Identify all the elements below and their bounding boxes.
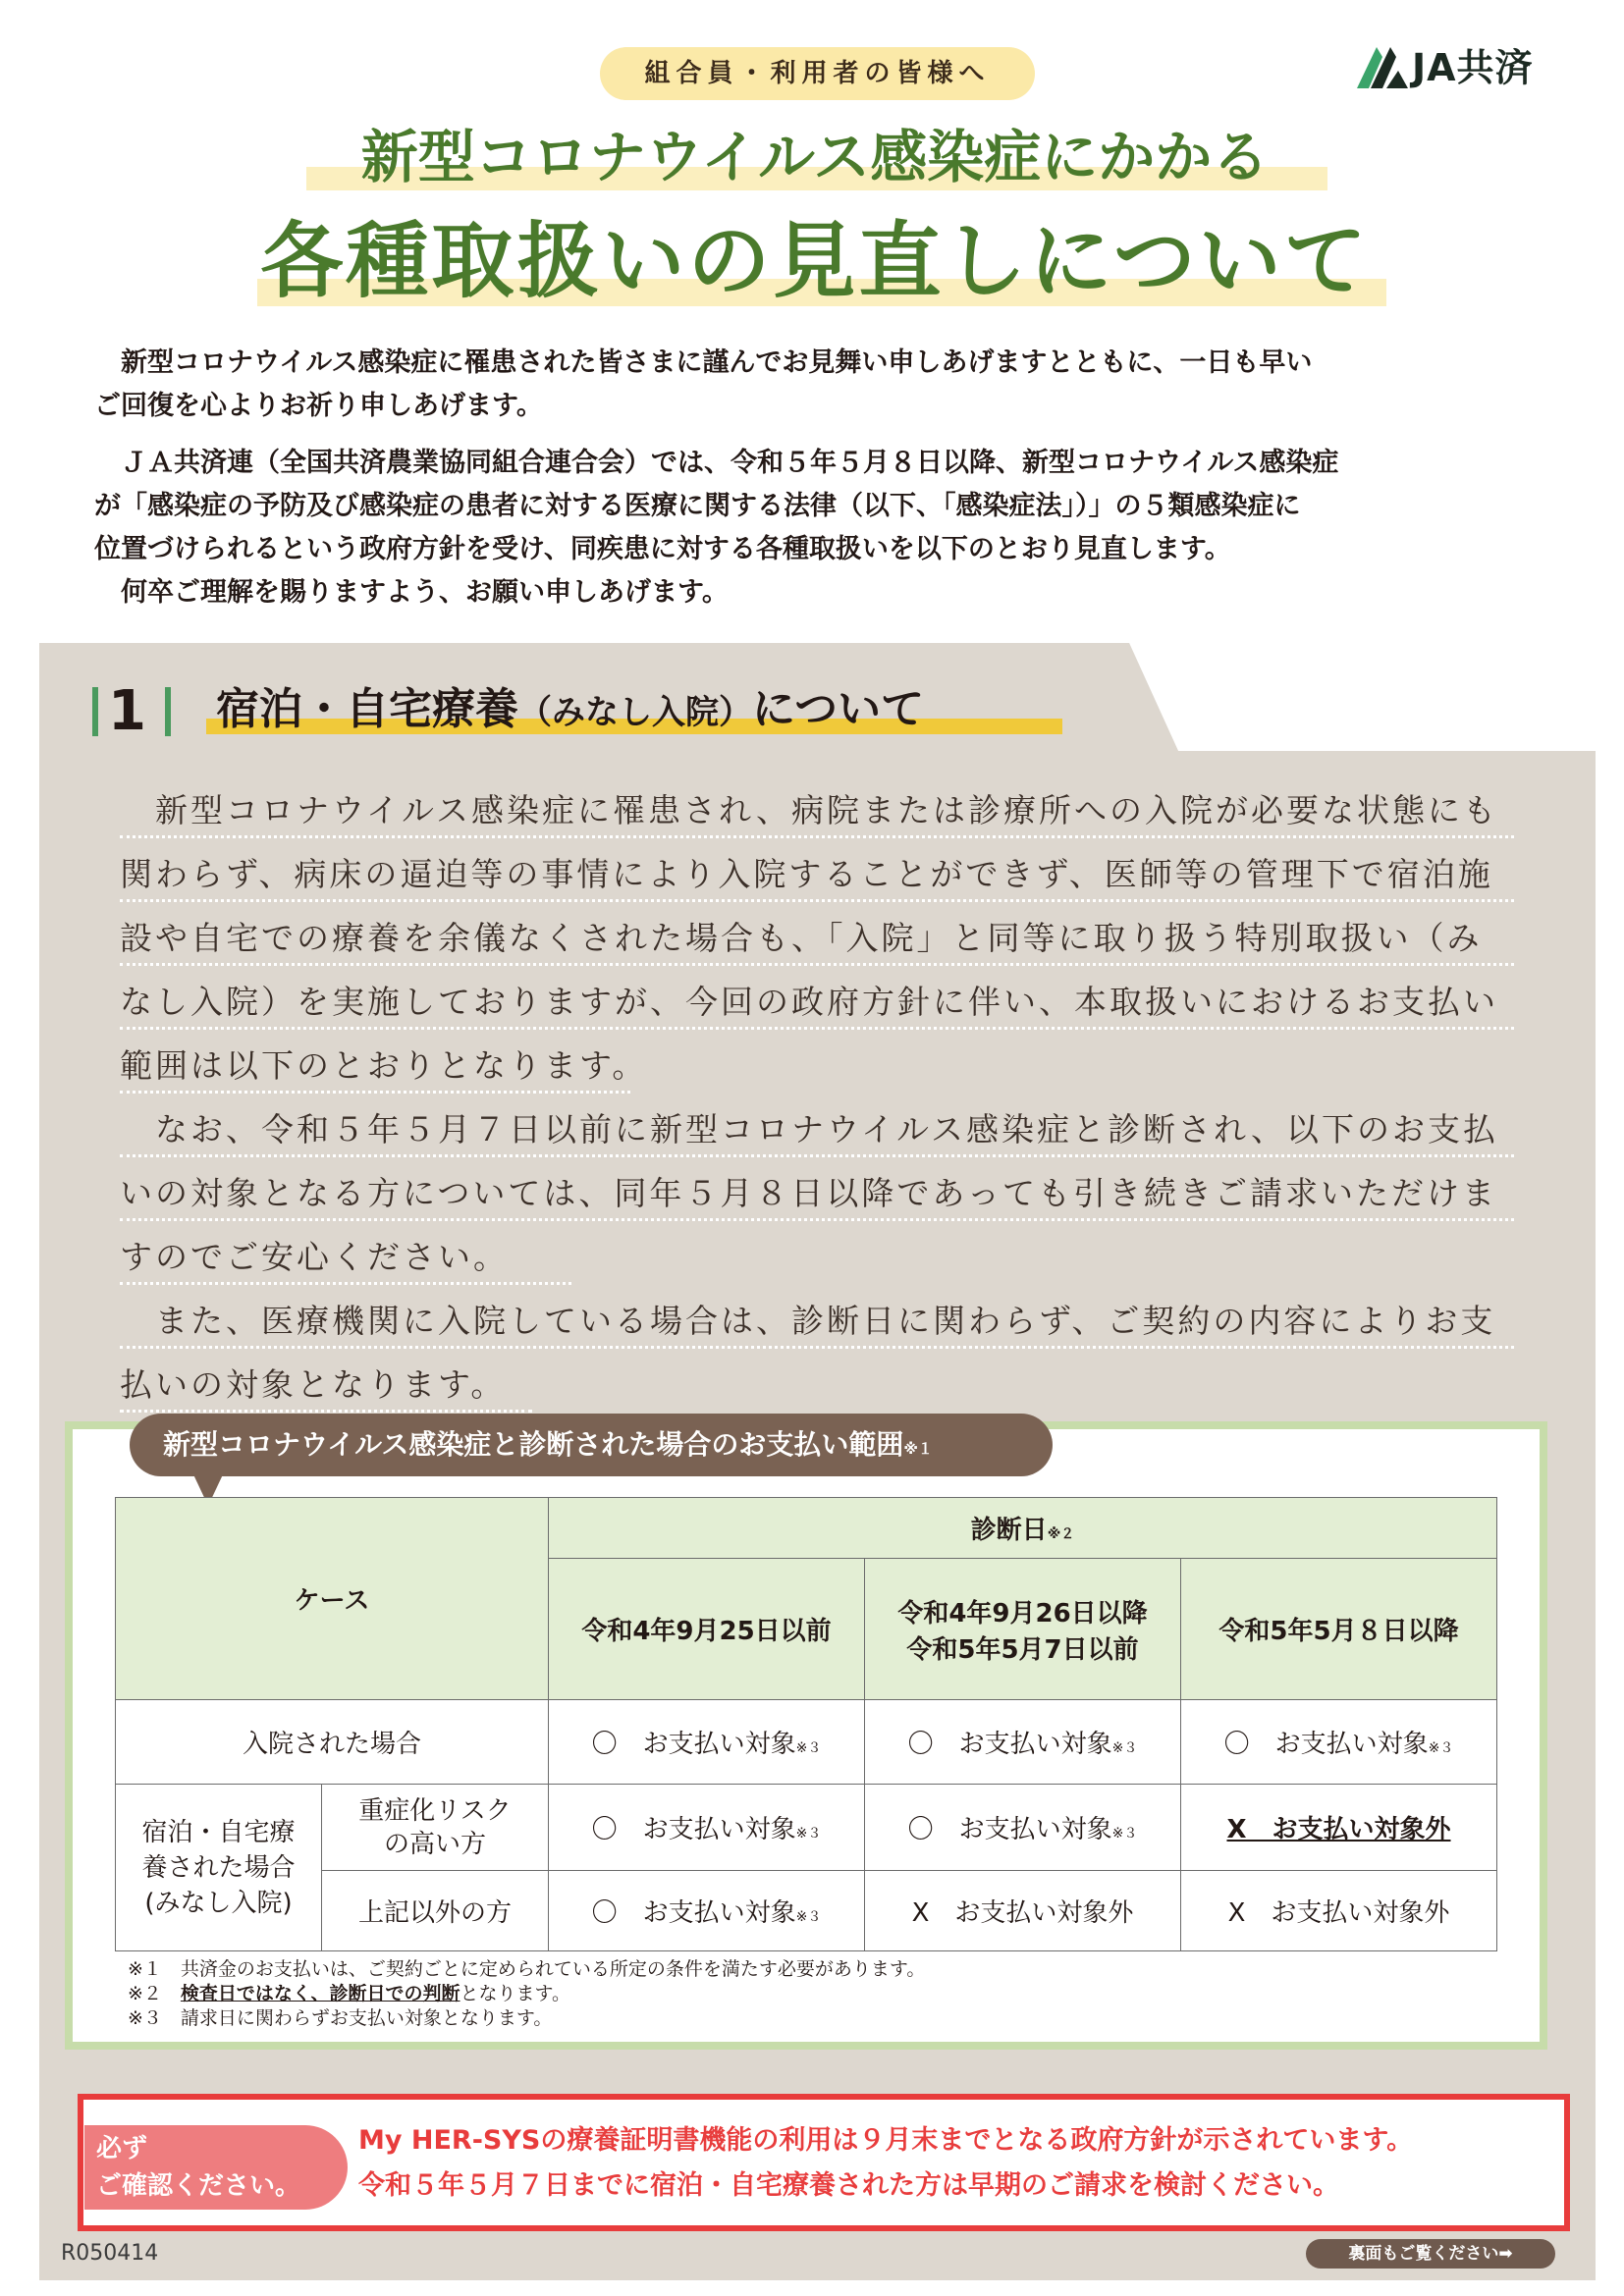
cell-pay-ok-note: ※３ [1111, 1740, 1138, 1756]
section-number-bar-left [92, 687, 98, 736]
section-text-line: 範囲は以下のとおりとなります。 [120, 1041, 630, 1094]
cell-pay-ok-note: ※３ [1111, 1826, 1138, 1842]
section-text-line: なし入院）を実施しておりますが、今回の政府方針に伴い、本取扱いにおけるお支払い [120, 978, 1514, 1030]
note-1: ※１ 共済金のお支払いは、ご契約ごとに定められている所定の条件を満たす必要があります。 [128, 1958, 926, 1980]
section-text-line: なお、令和５年５月７日以前に新型コロナウイルス感染症と診断され、以下のお支払 [120, 1105, 1514, 1157]
cell-pay-ok-text: 〇 お支払い対象 [591, 1815, 796, 1844]
section-text-line: 払いの対象となります。 [120, 1361, 532, 1413]
payment-table-title [130, 1414, 1053, 1476]
section-text-line: また、医療機関に入院している場合は、診断日に関わらず、ご契約の内容によりお支 [120, 1297, 1514, 1349]
note-3: ※３ 請求日に関わらずお支払い対象となります。 [128, 2007, 553, 2029]
cell-pay-ok [865, 1785, 1181, 1871]
cell-pay-ok-text: 〇 お支払い対象 [591, 1898, 796, 1928]
row-group-line2: 養された場合 [141, 1852, 296, 1883]
page-title-line2: 各種取扱いの見直しについて [260, 213, 1370, 309]
header-col2-line1: 令和4年9月26日以降 [897, 1598, 1148, 1629]
header-col-before-0925: 令和4年9月25日以前 [549, 1559, 865, 1700]
payment-table-title-text: 新型コロナウイルス感染症と診断された場合のお支払い範囲 [163, 1428, 904, 1461]
confirm-line1: My HER-SYSの療養証明書機能の利用は９月末までとなる政府方針が示されています。 [358, 2125, 1414, 2156]
ja-kyosai-logo [1355, 43, 1596, 92]
cell-pay-ok-text: 〇 お支払い対象 [591, 1730, 796, 1759]
page-title-line1: 新型コロナウイルス感染症にかかる [360, 124, 1270, 190]
note-2 [128, 1982, 570, 2006]
header-diagnosis-date-text: 診断日 [970, 1516, 1048, 1545]
confirm-line2: 令和５年５月７日までに宿泊・自宅療養された方は早期のご請求を検討ください。 [358, 2170, 1339, 2201]
intro-p1-line1: 新型コロナウイルス感染症に罹患された皆さまに謹んでお見舞い申しあげますとともに、一日も早い [94, 347, 1313, 378]
note-2-prefix: ※２ [128, 1983, 181, 2004]
cell-pay-ok-text: 〇 お支払い対象 [1223, 1730, 1429, 1759]
section-heading [216, 675, 924, 747]
intro-p2-line1: ＪＡ共済連（全国共済農業協同組合連合会）では、令和５年５月８日以降、新型コロナウイルス感染症 [94, 448, 1339, 478]
section-number-bar-right [165, 687, 171, 736]
header-col2-line2: 令和5年5月7日以前 [906, 1634, 1139, 1665]
cell-pay-ng: X お支払い対象外 [865, 1871, 1181, 1951]
payment-range-table [115, 1497, 1497, 1951]
header-diagnosis-date-note: ※２ [1047, 1526, 1075, 1542]
row-hospitalized-label: 入院された場合 [116, 1700, 549, 1785]
section-text-line: 設や自宅での療養を余儀なくされた場合も、「入院」と同等に取り扱う特別取扱い（み [120, 914, 1514, 966]
cell-pay-ng-bold-text: X お支払い対象外 [1226, 1815, 1451, 1844]
high-risk-line1: 重症化リスク [358, 1795, 512, 1826]
payment-table-title-note: ※１ [903, 1440, 933, 1458]
note-2-underline: 検査日ではなく、診断日での判断 [180, 1983, 460, 2004]
row-home-care-label [116, 1785, 322, 1951]
row-high-risk-label [322, 1785, 549, 1871]
cell-pay-ok [865, 1700, 1181, 1785]
intro-p1-line2: ご回復を心よりお祈り申しあげます。 [94, 391, 543, 421]
intro-p2-line3: 位置づけられるという政府方針を受け、同疾患に対する各種取扱いを以下のとおり見直します。 [94, 534, 1231, 564]
cell-pay-ok-note: ※３ [795, 1909, 822, 1925]
logo-text: JA共済 [1412, 46, 1534, 89]
header-diagnosis-date [549, 1498, 1497, 1559]
cell-pay-ng: X お支払い対象外 [1181, 1871, 1497, 1951]
cell-pay-ok-note: ※３ [795, 1740, 822, 1756]
row-group-line1: 宿泊・自宅療 [141, 1817, 296, 1847]
note-2-suffix: となります。 [460, 1983, 571, 2004]
section-text-line: いの対象となる方については、同年５月８日以降であっても引き続きご請求いただけま [120, 1169, 1514, 1221]
see-back-pill: 裏面もご覧ください➡ [1306, 2239, 1555, 2269]
row-group-line3: (みなし入院) [144, 1888, 293, 1918]
confirm-pill-line2: ご確認ください。 [96, 2171, 301, 2201]
cell-pay-ok-text: 〇 お支払い対象 [907, 1730, 1112, 1759]
audience-pill: 組合員・利用者の皆様へ [600, 47, 1035, 100]
section-text-line: 関わらず、病床の逼迫等の事情により入院することができず、医師等の管理下で宿泊施 [120, 850, 1514, 902]
section-text-line: 新型コロナウイルス感染症に罹患され、病院または診療所への入院が必要な状態にも [120, 786, 1514, 838]
intro-p2-line2: が「感染症の予防及び感染症の患者に対する医療に関する法律（以下、「感染症法」）」の５類感染症に [94, 491, 1301, 521]
document-code: R050414 [61, 2241, 159, 2266]
row-others-label: 上記以外の方 [322, 1871, 549, 1951]
cell-pay-ok [549, 1871, 865, 1951]
cell-pay-ok [549, 1785, 865, 1871]
ja-logo-icon [1355, 43, 1410, 92]
intro-p3: 何卒ご理解を賜りますよう、お願い申しあげます。 [94, 577, 729, 608]
section-heading-tail: について [752, 684, 925, 734]
section-tab-corner [1100, 643, 1600, 751]
header-case: ケース [116, 1498, 549, 1700]
section-heading-main: 宿泊・自宅療養 [216, 684, 518, 734]
confirm-pill-line1: 必ず [96, 2134, 148, 2163]
section-number: 1 [108, 679, 146, 743]
confirm-pill [84, 2125, 348, 2210]
cell-pay-ok [549, 1700, 865, 1785]
section-heading-small: （みなし入院） [518, 693, 752, 732]
cell-pay-ok-text: 〇 お支払い対象 [907, 1815, 1112, 1844]
cell-pay-ok-note: ※３ [795, 1826, 822, 1842]
header-col-after-0508: 令和5年5月８日以降 [1181, 1559, 1497, 1700]
cell-pay-ok-note: ※３ [1428, 1740, 1454, 1756]
cell-pay-ng-emphasis [1181, 1785, 1497, 1871]
high-risk-line2: の高い方 [383, 1829, 486, 1859]
section-text-line: すのでご安心ください。 [120, 1233, 571, 1285]
header-col-0926-0507 [865, 1559, 1181, 1700]
cell-pay-ok [1181, 1700, 1497, 1785]
